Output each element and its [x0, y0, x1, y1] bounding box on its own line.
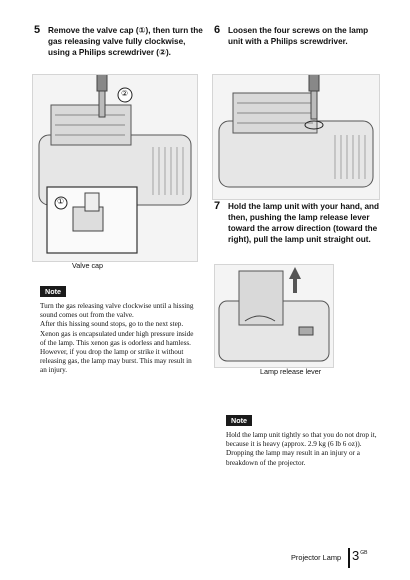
note-badge: Note — [226, 415, 252, 426]
valve-removal-illustration — [32, 74, 198, 262]
callout-1: ① — [57, 197, 65, 206]
lamp-removal-illustration — [214, 264, 334, 368]
page-number-value: 3 — [352, 548, 360, 563]
note-hold-lamp — [226, 410, 384, 468]
page-language-suffix: GB — [360, 550, 368, 556]
step-instruction: Remove the valve cap (①), then turn the gas releasing valve fully clockwise, using a Philips screwdriver (②). — [48, 26, 203, 57]
callout-2: ② — [121, 89, 129, 98]
step-6 — [214, 24, 386, 60]
step-7 — [214, 200, 386, 260]
lamp-release-lever-caption: Lamp release lever — [260, 367, 322, 376]
step-number: 7 — [214, 200, 221, 212]
page-number — [352, 548, 367, 563]
note-paragraph: Turn the gas releasing valve clockwise until a hissing sound comes out from the valve. — [40, 302, 194, 320]
note-paragraph: Xenon gas is encapsulated under high pressure inside of the lamp. This xenon gas is odorless and hamless. However, if you drop the lamp or strike it without releasing gas, the lamp may burst. This may result in an injury. — [40, 329, 194, 375]
step-instruction: Loosen the four screws on the lamp unit with a Philips screwdriver. — [228, 26, 369, 46]
step-number: 6 — [214, 24, 221, 36]
note-badge: Note — [40, 286, 66, 297]
step-5 — [34, 24, 206, 72]
note-paragraph: Hold the lamp unit tightly so that you do not drop it, because it is heavy (approx. 2.9 kg (6 lb 6 oz)). Dropping the lamp may result in an injury or a breakdown of the projector. — [226, 431, 377, 467]
note-gas-valve — [40, 281, 198, 376]
valve-cap-caption: Valve cap — [72, 261, 104, 270]
footer-divider — [348, 548, 350, 568]
step-instruction: Hold the lamp unit with your hand, and then, pushing the lamp release lever toward the arrow direction (toward the right), pull the lamp unit straight out. — [228, 202, 380, 244]
loosen-screws-illustration — [212, 74, 380, 200]
step-number: 5 — [34, 24, 41, 36]
footer-section-label: Projector Lamp — [291, 553, 342, 562]
note-paragraph: After this hissing sound stops, go to the next step. — [40, 320, 184, 329]
